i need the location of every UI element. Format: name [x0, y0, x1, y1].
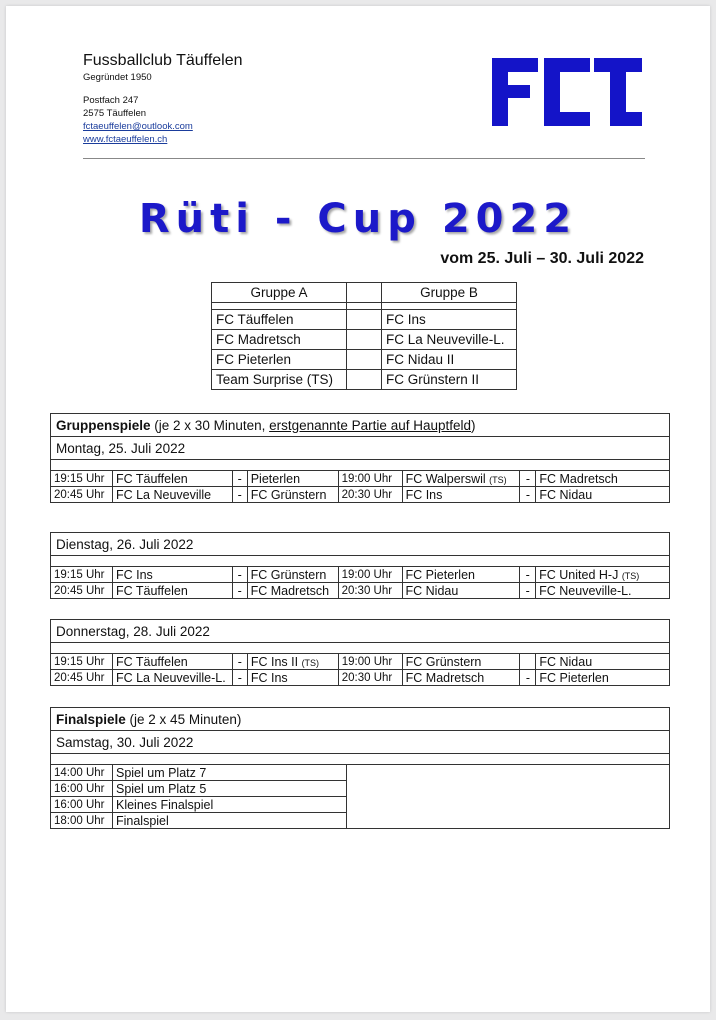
- group-b-team: FC Ins: [382, 310, 517, 330]
- group-row: [212, 330, 517, 350]
- group-row: [212, 350, 517, 370]
- group-row: [212, 310, 517, 330]
- day-label: Donnerstag, 28. Juli 2022: [51, 620, 670, 643]
- group-a-team: FC Pieterlen: [212, 350, 347, 370]
- day-label: Montag, 25. Juli 2022: [51, 437, 670, 460]
- match-row: 19:15 Uhr FC Täuffelen - FC Ins II (TS) 19:00 Uhr FC Grünstern FC Nidau: [51, 654, 670, 670]
- founded-note: Gegründet 1950: [83, 72, 152, 83]
- final-match-row: 16:00 Uhr Spiel um Platz 5: [51, 781, 670, 797]
- match-row: 19:15 Uhr FC Ins - FC Grünstern 19:00 Uhr FC Pieterlen - FC United H-J (TS): [51, 567, 670, 583]
- finals-heading: Finalspiele (je 2 x 45 Minuten): [51, 708, 670, 731]
- group-b-team: FC La Neuveville-L.: [382, 330, 517, 350]
- final-match-row: 18:00 Uhr Finalspiel: [51, 813, 670, 829]
- group-a-team: FC Madretsch: [212, 330, 347, 350]
- group-b-team: FC Nidau II: [382, 350, 517, 370]
- match-row: 20:45 Uhr FC La Neuveville - FC Grünstern 20:30 Uhr FC Ins - FC Nidau: [51, 487, 670, 503]
- finals-schedule: [50, 707, 670, 829]
- day-label: Dienstag, 26. Juli 2022: [51, 533, 670, 556]
- website-link[interactable]: www.fctaeuffelen.ch: [83, 134, 168, 145]
- final-match-row: 14:00 Uhr Spiel um Platz 7: [51, 765, 670, 781]
- group-a-team: Team Surprise (TS): [212, 370, 347, 390]
- day-label: Samstag, 30. Juli 2022: [51, 731, 670, 754]
- group-a-team: FC Täuffelen: [212, 310, 347, 330]
- page-title: Rüti - Cup 2022: [138, 196, 578, 242]
- group-a-header: Gruppe A: [212, 283, 347, 303]
- final-match-row: 16:00 Uhr Kleines Finalspiel: [51, 797, 670, 813]
- header-divider: [83, 158, 645, 159]
- group-stage-heading: Gruppenspiele (je 2 x 30 Minuten, erstgenannte Partie auf Hauptfeld): [51, 414, 670, 437]
- group-stage-day-2: [50, 532, 670, 599]
- group-stage-day-3: [50, 619, 670, 686]
- fct-logo: [492, 58, 642, 126]
- club-name: Fussballclub Täuffelen: [83, 52, 243, 69]
- address-line-1: Postfach 247: [83, 95, 139, 106]
- group-row: [212, 370, 517, 390]
- match-row: 20:45 Uhr FC Täuffelen - FC Madretsch 20:30 Uhr FC Nidau - FC Neuveville-L.: [51, 583, 670, 599]
- tournament-dates: vom 25. Juli – 30. Juli 2022: [440, 250, 644, 267]
- document-page: [6, 6, 710, 1012]
- group-b-header: Gruppe B: [382, 283, 517, 303]
- email-link[interactable]: fctaeuffelen@outlook.com: [83, 121, 193, 132]
- match-row: 19:15 Uhr FC Täuffelen - Pieterlen 19:00 Uhr FC Walperswil (TS) - FC Madretsch: [51, 471, 670, 487]
- address-line-2: 2575 Täuffelen: [83, 108, 147, 119]
- match-row: 20:45 Uhr FC La Neuveville-L. - FC Ins 20:30 Uhr FC Madretsch - FC Pieterlen: [51, 670, 670, 686]
- group-stage-schedule: [50, 413, 670, 503]
- groups-table: [211, 282, 517, 390]
- group-b-team: FC Grünstern II: [382, 370, 517, 390]
- club-address: [83, 94, 193, 146]
